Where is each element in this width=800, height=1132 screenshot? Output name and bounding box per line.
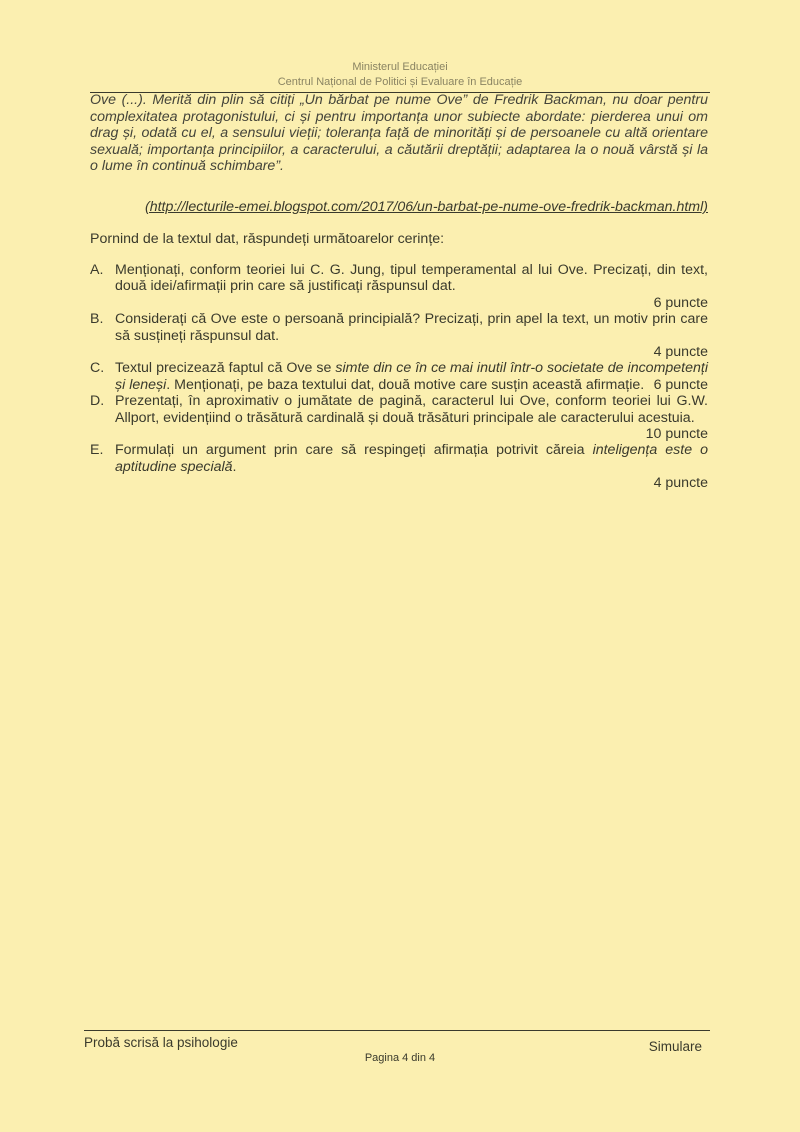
requirement-points: 4 puncte [653,344,708,361]
requirement-text-start: Formulați un argument prin care să respingeți afirmația potrivit căreia [115,442,593,459]
requirement-points: 4 puncte [653,475,708,492]
requirement-quote: simte din ce în ce mai inutil într-o societate de incompetenți și leneși [115,360,708,393]
source-link[interactable]: (http://lecturile-emei.blogspot.com/2017/06/un-barbat-pe-nume-ove-fredrik-backman.html) [144,199,708,215]
requirement-c [90,360,708,393]
requirement-letter: A. [90,262,104,278]
requirement-quote: inteligența este o aptitudine specială [115,442,708,475]
instructions-lead: Pornind de la textul dat, răspundeți următoarelor cerințe: [90,231,445,247]
intro-text: Ove (...). Merită din plin să citiți „Un bărbat pe nume Ove” de Fredrik Backman, nu doar pentru complexitatea protagonistului, ci și pentru importanța unor subiecte abordate: pierderea unui om drag și, odată cu el, a sensului vieții; toleranța față de minorități și de persoanele cu altă orientare sexuală; importanța principiilor, a caracterului, a căutării dreptății; adaptarea la o nouă vârstă și la o lume în continuă schimbare”. [90,92,708,175]
header-ministry: Ministerul Educației [352,61,448,73]
header-center: Centrul Național de Politici și Evaluare în Educație [277,76,523,88]
requirement-text: Prezentați, în aproximativ o jumătate de pagină, caracterul lui Ove, conform teoriei lui G.W. Allport, evidențiind o trăsătură cardinală și două trăsături principale ale caracterului acestuia. [115,393,708,426]
footer-session: Simulare [648,1039,702,1054]
requirement-points: 10 puncte [645,426,708,443]
requirement-points: 6 puncte [653,376,708,393]
requirement-e [90,442,708,491]
requirement-text: Considerați că Ove este o persoană principială? Precizați, prin apel la text, un motiv prin care să susțineți răspunsul dat. [115,311,708,344]
requirement-letter: B. [90,311,104,328]
requirement-b [90,311,708,360]
requirement-d [90,393,708,442]
page-header [90,60,710,93]
requirement-text: Menționați, conform teoriei lui C. G. Jung, tipul temperamental al lui Ove. Precizați, din text, două idei/afirmații prin care să justificați răspunsul dat. [115,262,708,295]
requirement-points: 6 puncte [653,294,708,311]
requirement-letter: C. [90,360,105,377]
footer-rule [84,1030,710,1031]
requirement-letter: D. [90,393,105,410]
requirements-list [90,262,708,492]
requirement-text-start: Textul precizează faptul că Ove se [115,360,336,377]
footer-exam-name: Probă scrisă la psihologie [84,1035,238,1050]
requirement-a [90,262,708,311]
requirement-text-end: . Menționați, pe baza textului dat, două motive care susțin această afirmație. [166,376,645,393]
page-number: Pagina 4 din 4 [364,1052,436,1064]
requirement-text-end: . [232,458,237,475]
requirement-letter: E. [90,442,104,459]
